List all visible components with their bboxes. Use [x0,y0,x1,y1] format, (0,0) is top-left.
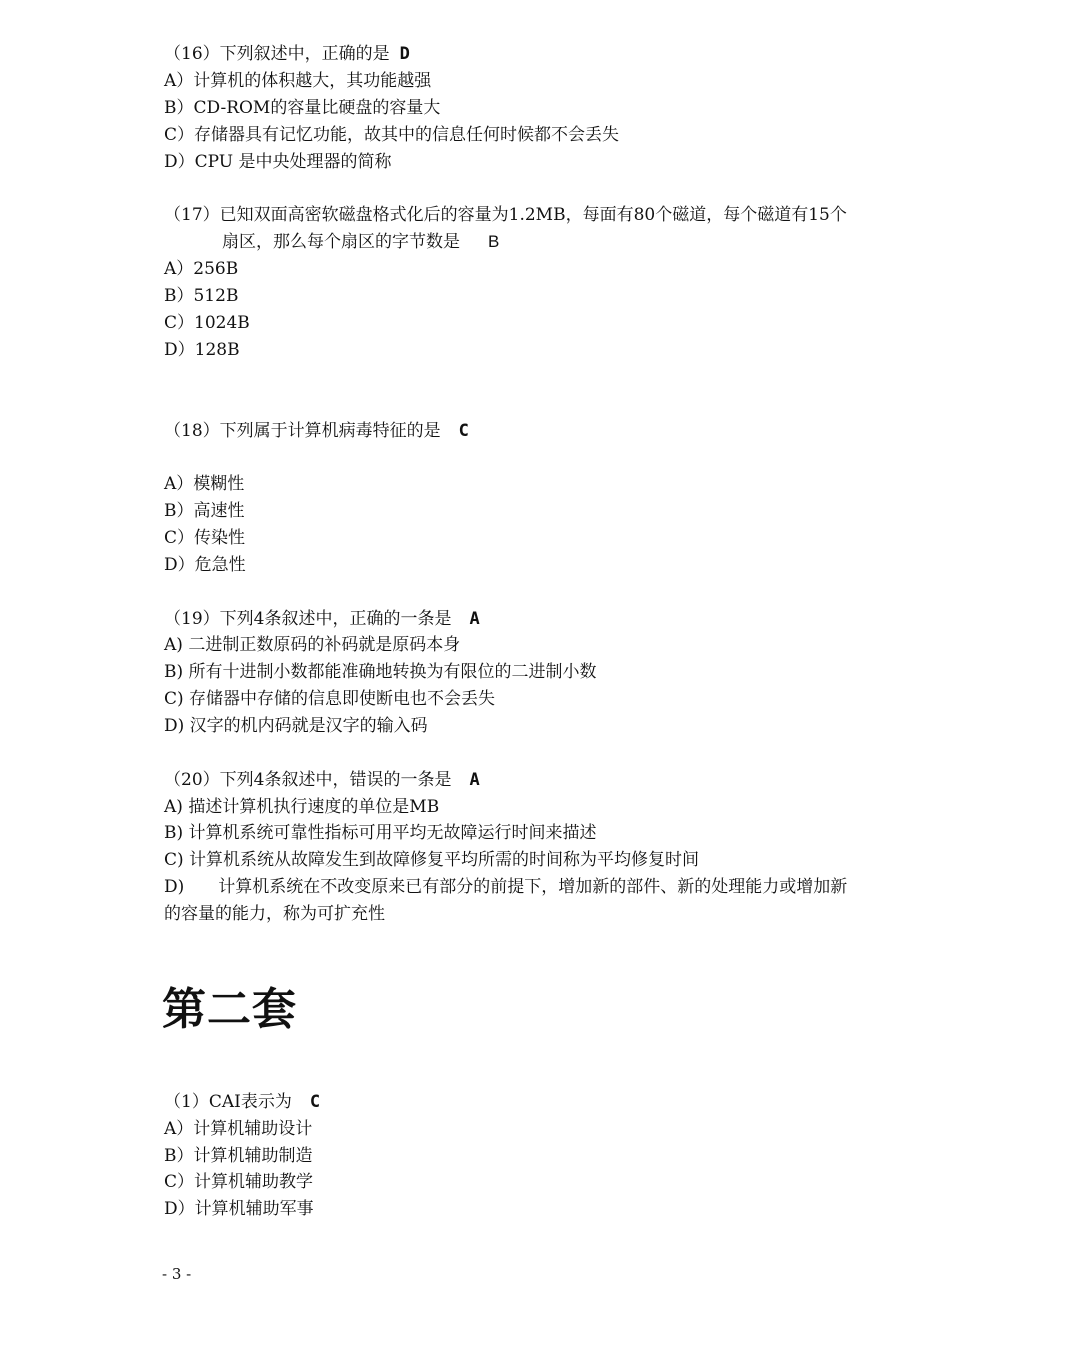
question-18-option-d: D）危急性 [164,555,246,575]
question-16-option-d: D）CPU 是中央处理器的简称 [164,152,392,172]
set2-question-1-stem [164,1092,320,1112]
question-18-option-c: C）传染性 [164,528,246,548]
question-20-option-d [164,877,924,897]
question-stem-text: 扇区，那么每个扇区的字节数是 [222,232,460,252]
question-stem-text: （1）CAI表示为 [164,1092,292,1112]
page-number: - 3 - [162,1265,192,1283]
question-answer: B [488,232,500,251]
set2-question-1-option-c: C）计算机辅助教学 [164,1172,314,1192]
question-18-stem [164,421,469,441]
question-17-option-c: C）1024B [164,313,250,333]
question-20-stem [164,770,480,790]
question-16-option-c: C）存储器具有记忆功能，故其中的信息任何时候都不会丢失 [164,125,620,145]
question-20-option-b: B) 计算机系统可靠性指标可用平均无故障运行时间来描述 [164,823,597,843]
option-text: 计算机系统在不改变原来已有部分的前提下，增加新的部件、新的处理能力或增加新 [218,877,848,897]
question-18-option-b: B）高速性 [164,501,245,521]
question-20-option-c: C) 计算机系统从故障发生到故障修复平均所需的时间称为平均修复时间 [164,850,700,870]
question-17-stem: （17）已知双面高密软磁盘格式化后的容量为1.2MB，每面有80个磁道，每个磁道有15个 [164,205,847,225]
question-16-option-a: A）计算机的体积越大，其功能越强 [164,71,432,91]
question-19-option-d: D) 汉字的机内码就是汉字的输入码 [164,716,428,736]
question-answer: C [458,421,469,441]
question-answer: C [309,1092,321,1112]
question-19-option-b: B) 所有十进制小数都能准确地转换为有限位的二进制小数 [164,662,597,682]
question-17-stem-continued [222,232,499,252]
question-19-stem [164,609,480,629]
question-18-option-a: A）模糊性 [164,474,245,494]
question-stem-text: （16）下列叙述中，正确的是 [164,44,390,64]
question-stem-text: （19）下列4条叙述中，正确的一条是 [164,609,452,629]
question-stem-text: （20）下列4条叙述中，错误的一条是 [164,770,452,790]
question-20-option-a: A) 描述计算机执行速度的单位是MB [164,797,440,817]
question-answer: A [469,609,480,629]
question-17-option-d: D）128B [164,340,240,360]
option-label: D) [164,877,185,897]
question-16-stem [164,44,410,64]
set2-question-1-option-d: D）计算机辅助军事 [164,1199,314,1219]
question-17-option-b: B）512B [164,286,239,306]
set2-question-1-option-a: A）计算机辅助设计 [164,1119,313,1139]
question-answer: D [399,44,410,64]
question-stem-text: （18）下列属于计算机病毒特征的是 [164,421,441,441]
question-20-option-d-continued: 的容量的能力，称为可扩充性 [164,904,385,924]
question-answer: A [469,770,480,790]
question-17-option-a: A）256B [164,259,239,279]
question-19-option-a: A) 二进制正数原码的补码就是原码本身 [164,635,461,655]
set2-question-1-option-b: B）计算机辅助制造 [164,1146,313,1166]
question-16-option-b: B）CD-ROM的容量比硬盘的容量大 [164,98,441,118]
question-19-option-c: C) 存储器中存储的信息即使断电也不会丢失 [164,689,496,709]
section-heading: 第二套 [162,984,297,1035]
